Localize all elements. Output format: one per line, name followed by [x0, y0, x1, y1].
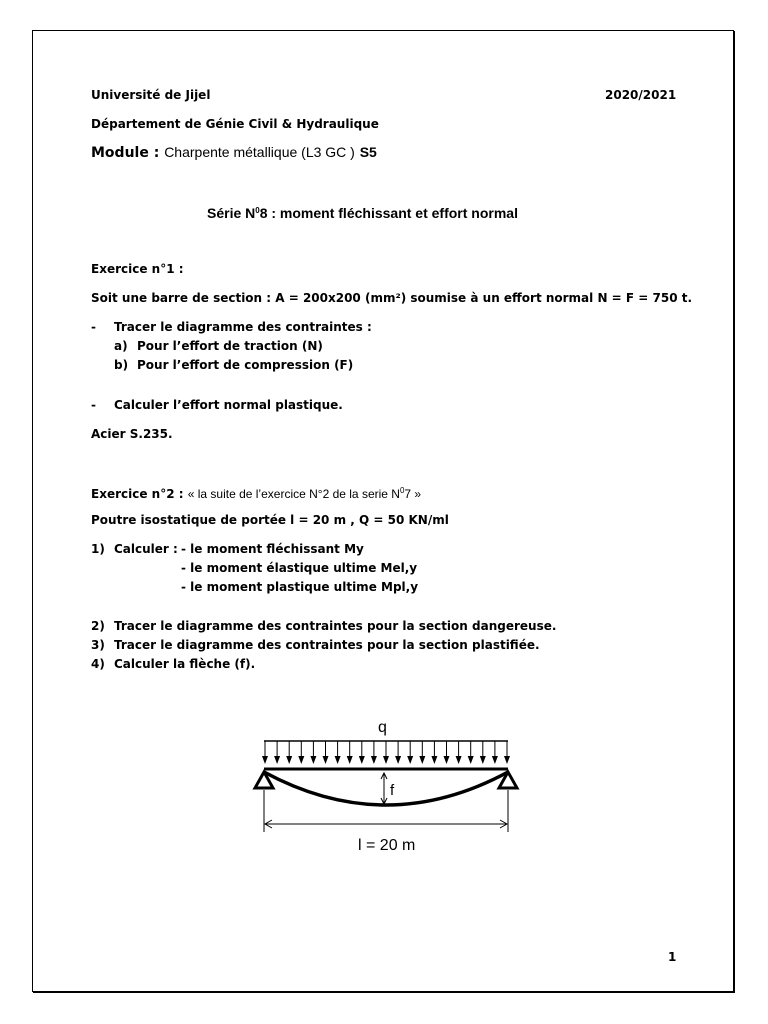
load-arrowhead — [431, 756, 437, 764]
load-arrowhead — [262, 756, 268, 764]
load-arrowhead — [286, 756, 292, 764]
item-2-number: 2) — [91, 619, 105, 633]
item-2-text: Tracer le diagramme des contraintes pour la section dangereuse. — [114, 619, 557, 633]
load-arrowhead — [298, 756, 304, 764]
page-number: 1 — [668, 950, 677, 964]
item-3-number: 3) — [91, 638, 105, 652]
item-3-text: Tracer le diagramme des contraintes pour la section plastifiée. — [114, 638, 540, 652]
load-arrowhead — [480, 756, 486, 764]
load-arrowhead — [274, 756, 280, 764]
beam-diagram — [250, 708, 530, 858]
sub-item-bending-moment: - le moment fléchissant My — [181, 542, 364, 556]
load-arrowhead — [371, 756, 377, 764]
load-arrowhead — [456, 756, 462, 764]
semester: S5 — [359, 144, 377, 160]
university-name: Université de Jijel — [91, 88, 211, 102]
item-1-text: Calculer : — [114, 542, 178, 556]
series-superscript: 0 — [255, 206, 260, 215]
span-label: l = 20 m — [358, 837, 416, 854]
module-prefix: Module : — [91, 145, 165, 161]
steel-grade: Acier S.235. — [91, 427, 173, 441]
subtitle-end: 7 » — [404, 487, 422, 501]
load-arrowhead — [359, 756, 365, 764]
exercise-1-heading: Exercice n°1 : — [91, 262, 184, 276]
exercise-1-task-dash: - — [91, 320, 96, 334]
distributed-load-arrows — [262, 741, 510, 764]
load-arrowhead — [310, 756, 316, 764]
exercise-2-heading-line — [91, 484, 421, 501]
academic-year: 2020/2021 — [605, 88, 677, 102]
load-arrowhead — [395, 756, 401, 764]
series-topic: 8 : moment fléchissant et effort normal — [259, 205, 518, 221]
load-arrowhead — [504, 756, 510, 764]
load-arrowhead — [444, 756, 450, 764]
department-name: Département de Génie Civil & Hydraulique — [91, 117, 379, 131]
load-arrowhead — [492, 756, 498, 764]
subtitle-text: « la suite de l’exercice N°2 de la serie N — [187, 487, 400, 501]
sub-item-b: Pour l’effort de compression (F) — [137, 358, 354, 372]
item-1-number: 1) — [91, 542, 105, 556]
load-arrowhead — [407, 756, 413, 764]
item-4-text: Calculer la flèche (f). — [114, 657, 256, 671]
exercise-2-statement: Poutre isostatique de portée l = 20 m , Q = 50 KN/ml — [91, 513, 449, 527]
load-arrowhead — [419, 756, 425, 764]
module-name: Charpente métallique (L3 GC ) — [164, 144, 355, 160]
load-arrowhead — [383, 756, 389, 764]
load-arrowhead — [347, 756, 353, 764]
exercise-2-subtitle — [188, 487, 421, 501]
exercise-1-task-plastic-force: Calculer l’effort normal plastique. — [114, 398, 343, 412]
series-label: Série N — [207, 205, 256, 221]
deflection-label: f — [390, 782, 395, 799]
sub-item-elastic-moment: - le moment élastique ultime Mel,y — [181, 561, 418, 575]
load-arrowhead — [323, 756, 329, 764]
sub-item-plastic-moment: - le moment plastique ultime Mpl,y — [181, 580, 419, 594]
load-arrowhead — [335, 756, 341, 764]
exercise-1-statement: Soit une barre de section : A = 200x200 (mm²) soumise à un effort normal N = F = 750 t. — [91, 291, 693, 305]
load-arrowhead — [468, 756, 474, 764]
exercise-1-task-dash-2: - — [91, 398, 96, 412]
load-label: q — [378, 719, 387, 736]
exercise-1-task-stress-diagram: Tracer le diagramme des contraintes : — [114, 320, 372, 334]
subtitle-superscript: 0 — [399, 486, 405, 495]
sub-item-b-label: b) — [114, 358, 129, 372]
item-4-number: 4) — [91, 657, 105, 671]
sub-item-a-label: a) — [114, 339, 128, 353]
series-title — [207, 202, 518, 222]
sub-item-a: Pour l’effort de traction (N) — [137, 339, 323, 353]
module-line — [91, 144, 377, 162]
exercise-2-heading: Exercice n°2 : — [91, 487, 184, 501]
